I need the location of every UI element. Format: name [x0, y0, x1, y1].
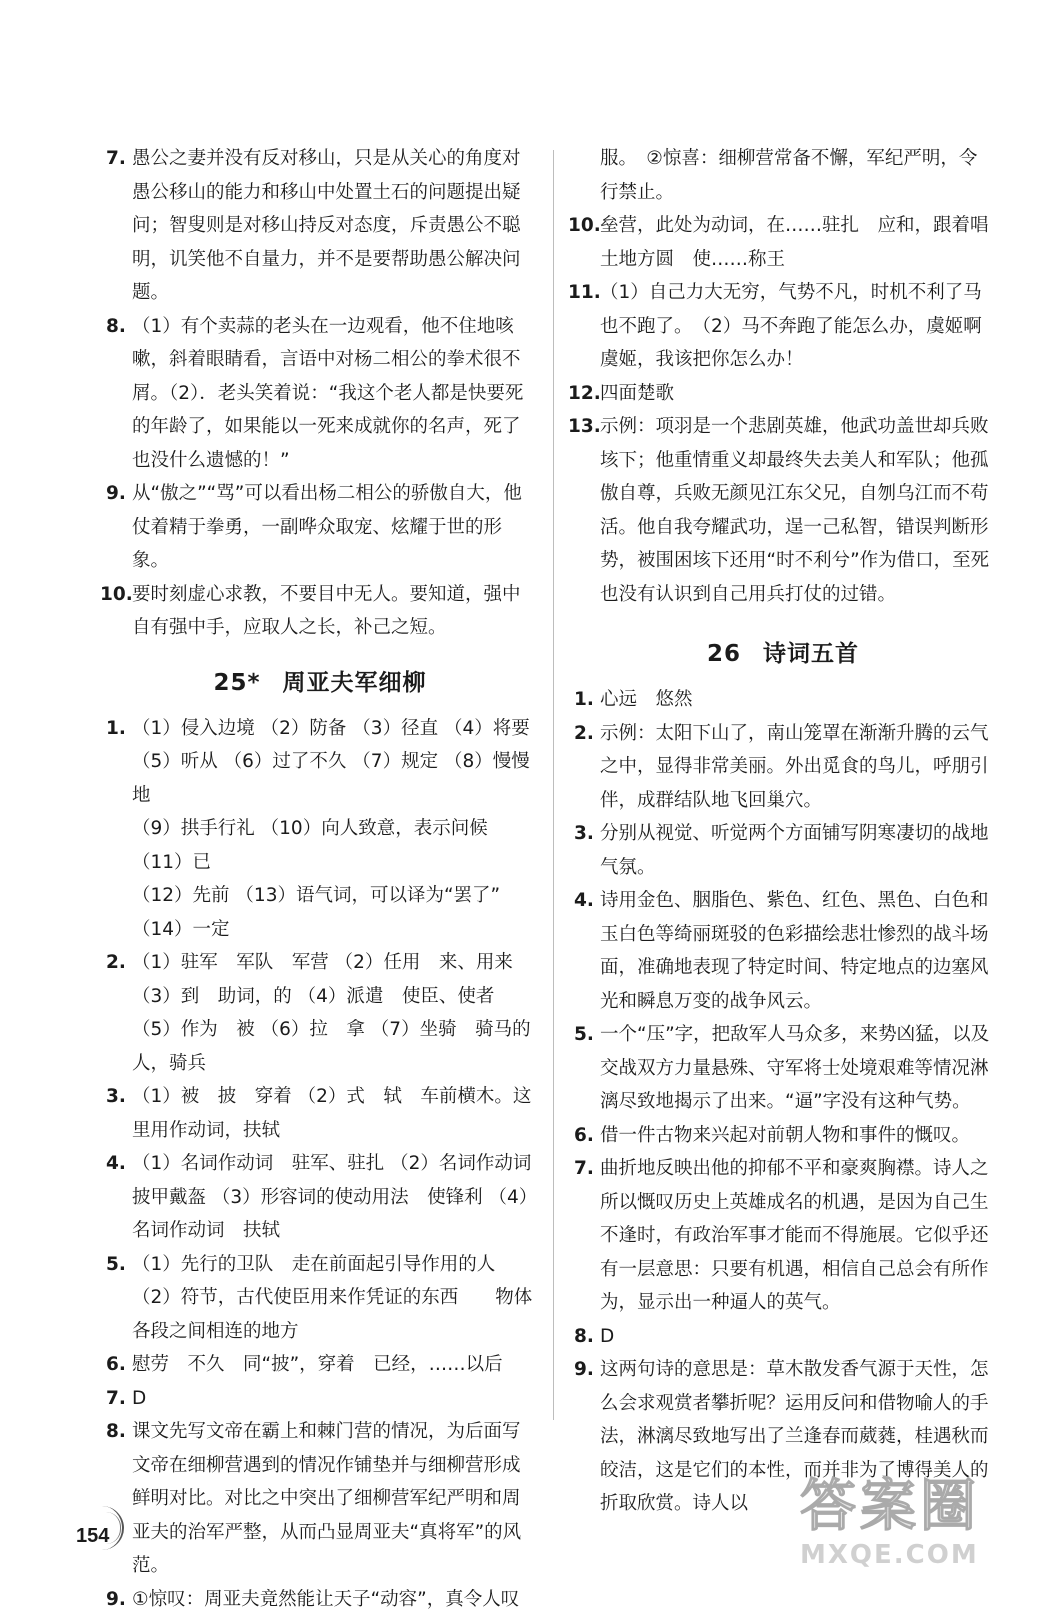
answer-item-continued [574, 142, 992, 209]
item-line: （5）作为 被 （6）拉 拿 （7）坐骑 骑马的人，骑兵 [132, 1013, 534, 1080]
answer-item [574, 717, 992, 818]
item-line: D [132, 1382, 534, 1416]
item-number: 13. [568, 410, 601, 444]
section-title-text: 诗词五首 [763, 641, 859, 667]
item-text: 诗用金色、胭脂色、紫色、红色、黑色、白色和玉白色等绮丽斑驳的色彩描绘悲壮惨烈的战斗场面，准确地表现了特定时间、特定地点的边塞风光和瞬息万变的战争风云。 [600, 890, 989, 1012]
item-number: 7. [574, 1152, 594, 1186]
item-text: 示例：太阳下山了，南山笼罩在渐渐升腾的云气之中，显得非常美丽。外出觅食的鸟儿，呼朋引伴，成群结队地飞回巢穴。 [600, 723, 989, 811]
item-number: 12. [568, 377, 601, 411]
item-number: 10. [100, 578, 133, 612]
answer-item [106, 1583, 534, 1616]
answer-item [574, 817, 992, 884]
page-number: 154 [76, 1525, 109, 1548]
answer-item [574, 410, 992, 611]
item-number: 4. [106, 1147, 126, 1181]
item-number: 10. [568, 209, 601, 243]
answer-item [574, 683, 992, 717]
item-line: 慰劳 不久 同“披”，穿着 已经，……以后 [132, 1348, 534, 1382]
item-number: 6. [106, 1348, 126, 1382]
section-title-text: 周亚夫军细柳 [283, 670, 427, 696]
item-text: 服。 ②惊喜：细柳营常备不懈，军纪严明，令行禁止。 [600, 148, 977, 203]
item-text: 示例：项羽是一个悲剧英雄，他武功盖世却兵败垓下；他重情重义却最终失去美人和军队；他孤傲自尊，兵败无颜见江东父兄，自刎乌江而不苟活。他自我夸耀武功，逞一己私智，错误判断形势，被围困垓下还用“时不利兮”作为借口，至死也没有认识到自己用兵打仗的过错。 [600, 416, 989, 605]
answer-item [106, 1415, 534, 1583]
watermark-url: MXQE.COM [800, 1539, 1030, 1571]
item-text: 要时刻虚心求教，不要目中无人。要知道，强中自有强中手，应取人之长，补己之短。 [132, 584, 521, 639]
answer-item [106, 1382, 534, 1416]
item-text: 从“傲之”“骂”可以看出杨二相公的骄傲自大，他仗着精于拳勇，一副哗众取宠、炫耀于世的形象。 [132, 483, 522, 571]
item-number: 5. [106, 1248, 126, 1282]
item-text: 曲折地反映出他的抑郁不平和豪爽胸襟。诗人之所以慨叹历史上英雄成名的机遇，是因为自己生不逢时，有政治军事才能而不得施展。它似乎还有一层意思：只要有机遇，相信自己总会有所作为，显示出一种逼人的英气。 [600, 1158, 989, 1313]
answer-item [106, 1248, 534, 1349]
item-text: 愚公之妻并没有反对移山，只是从关心的角度对愚公移山的能力和移山中处置土石的问题提出疑问；智叟则是对移山持反对态度，斥责愚公不聪明，讥笑他不自量力，并不是要帮助愚公解决问题。 [132, 148, 521, 303]
item-number: 8. [574, 1320, 594, 1354]
answer-item [106, 1348, 534, 1382]
item-number: 4. [574, 884, 594, 918]
answer-item [106, 946, 534, 1080]
answer-item [574, 209, 992, 276]
item-number: 2. [106, 946, 126, 980]
item-line: 课文先写文帝在霸上和棘门营的情况，为后面写文帝在细柳营遇到的情况作铺垫并与细柳营形成鲜明对比。对比之中突出了细柳营军纪严明和周亚夫的治军严整，从而凸显周亚夫“真将军”的风范。 [132, 1415, 534, 1583]
item-line: （3）到 助词，的 （4）派遣 使臣、使者 [132, 980, 534, 1014]
item-line: （5）听从 （6）过了不久 （7）规定 （8）慢慢地 [132, 745, 534, 812]
item-number: 3. [574, 817, 594, 851]
watermark [800, 1475, 1030, 1585]
item-number: 1. [106, 712, 126, 746]
section-number: 25* [213, 670, 260, 696]
answer-item [574, 377, 992, 411]
section-number: 26 [707, 641, 741, 667]
item-text: 一个“压”字，把敌军人马众多，来势凶猛，以及交战双方力量悬殊、守军将士处境艰难等情况淋漓尽致地揭示了出来。“逼”字没有这种气势。 [600, 1024, 989, 1112]
item-line: ①惊叹：周亚夫竟然能让天子“动容”，真令人叹 [132, 1583, 534, 1616]
item-text: D [600, 1326, 614, 1347]
answer-item [574, 1018, 992, 1119]
answer-item [574, 1152, 992, 1320]
answer-item [574, 276, 992, 377]
answer-item [574, 884, 992, 1018]
item-text: 分别从视觉、听觉两个方面铺写阴寒凄切的战地气氛。 [600, 823, 989, 878]
item-line: （1）名词作动词 驻军、驻扎 （2）名词作动词 披甲戴盔 （3）形容词的使动用法 使锋利 （4）名词作动词 扶轼 [132, 1147, 534, 1248]
item-line: （9）拱手行礼 （10）向人致意，表示问候 （11）已 [132, 812, 534, 879]
item-number: 9. [106, 477, 126, 511]
item-number: 1. [574, 683, 594, 717]
answer-item [106, 1080, 534, 1147]
answer-item [106, 310, 534, 478]
item-line: （14）一定 [132, 913, 534, 947]
item-line: （2）符节，古代使臣用来作凭证的东西 物体各段之间相连的地方 [132, 1281, 534, 1348]
answer-item [106, 712, 534, 947]
answer-item [106, 1147, 534, 1248]
item-number: 6. [574, 1119, 594, 1153]
answer-item [106, 477, 534, 578]
item-text: （1）有个卖蒜的老头在一边观看，他不住地咳嗽，斜着眼睛看，言语中对杨二相公的拳术很不屑。（2）．老头笑着说：“我这个老人都是快要死的年龄了，如果能以一死来成就你的名声，死了也没什么遗憾的！” [132, 316, 523, 471]
item-number: 8. [106, 1415, 126, 1449]
answer-item [106, 142, 534, 310]
left-column [106, 142, 534, 1616]
column-divider [553, 150, 554, 1420]
item-line: （1）被 披 穿着 （2）式 轼 车前横木。这里用作动词，扶轼 [132, 1080, 534, 1147]
answer-item [106, 578, 534, 645]
item-text: 这两句诗的意思是：草木散发香气源于天性，怎么会求观赏者攀折呢？运用反问和借物喻人的手法，淋漓尽致地写出了兰逢春而葳蕤，桂遇秋而皎洁，这是它们的本性，而并非为了博得美人的折取欣赏。诗人以 [600, 1359, 989, 1514]
answer-item [574, 1119, 992, 1153]
item-number: 7. [106, 142, 126, 176]
answer-item [574, 1320, 992, 1354]
item-text: 四面楚歌 [600, 383, 674, 404]
item-text: （1）自己力大无穷，气势不凡，时机不利了马也不跑了。 （2）马不奔跑了能怎么办，虞姬啊虞姬，我该把你怎么办！ [600, 282, 982, 370]
item-line: （12）先前 （13）语气词，可以译为“罢了” [132, 879, 534, 913]
item-number: 3. [106, 1080, 126, 1114]
item-text: 借一件古物来兴起对前朝人物和事件的慨叹。 [600, 1125, 970, 1146]
section-title-26 [574, 637, 992, 671]
item-number: 7. [106, 1382, 126, 1416]
item-number: 9. [574, 1353, 594, 1387]
item-number: 2. [574, 717, 594, 751]
item-line: （1）驻军 军队 军营 （2）任用 来、用来 [132, 946, 534, 980]
item-number: 8. [106, 310, 126, 344]
item-number: 11. [568, 276, 601, 310]
item-line: （1）侵入边境 （2）防备 （3）径直 （4）将要 [132, 712, 534, 746]
item-number: 9. [106, 1583, 126, 1616]
section-title-25 [106, 666, 534, 700]
right-column [574, 142, 992, 1521]
item-number: 5. [574, 1018, 594, 1052]
watermark-logo-text: 答案圈 [800, 1475, 1030, 1539]
item-text: 垒营，此处为动词，在……驻扎 应和，跟着唱 土地方圆 使……称王 [600, 215, 1007, 270]
item-text: 心远 悠然 [600, 689, 693, 710]
item-line: （1）先行的卫队 走在前面起引导作用的人 [132, 1248, 534, 1282]
